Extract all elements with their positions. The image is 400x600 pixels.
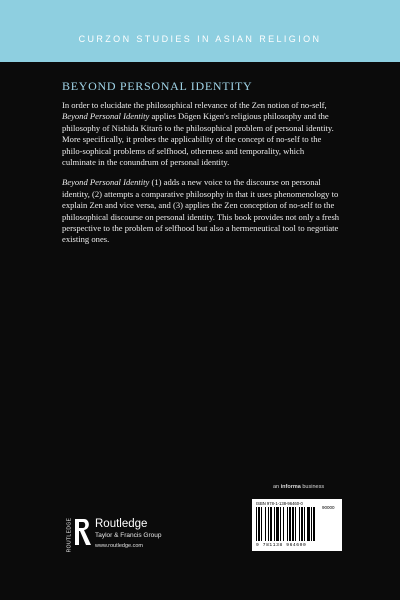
barcode-bar [280,507,281,541]
barcode-bar [307,507,310,541]
description-text: In order to elucidate the philosophical relevance of the Zen notion of no-self, [62,100,327,110]
book-title-italic: Beyond Personal Identity [62,177,150,188]
barcode-bar [311,507,312,541]
book-title-italic: Beyond Personal Identity [62,111,150,122]
barcode-bar [258,507,260,541]
description-text: (1) adds a new voice to the discourse on personal identity, (2) attempts a comparative philosophy in that it uses phenomenology to explain Zen and vice versa, and (3) applies the Zen conception of no-self to the philosophical discourse on personal identity. This book provides not only a fresh perspective to the problem of selfhood but also a hermeneutical tool to negotiate existing ones. [62,177,340,245]
informa-business-tagline [273,484,324,490]
series-band [0,0,400,62]
informa-suffix: business [300,484,325,490]
barcode-bar [299,507,300,541]
informa-prefix: an [273,484,281,490]
barcode-bar [292,507,294,541]
description-text: applies Dōgen Kigen's religious philosophy and the philosophy of Nishida Kitarō to the philosophical problem of personal identity. More specifically, it probes the applicability of the concept of no-self to the philo-sophical problems of selfhood, otherness and temporality, which culminate in the conundrum of personal identity. [62,111,334,168]
price-code: 90000 [322,505,335,510]
barcode-bar [301,507,303,541]
barcode-bar [265,507,266,541]
description-paragraph-1 [62,100,340,168]
barcode-bar [256,507,257,541]
barcode-bar [287,507,288,541]
book-description [62,100,340,255]
barcode-bar [283,507,284,541]
barcode-bar [313,507,315,541]
barcode-bar [276,507,279,541]
isbn-label: ISBN 978-1-138-96460-0 [256,501,303,506]
publisher-block [63,517,203,557]
barcode-bar [274,507,275,541]
barcode-bar [304,507,305,541]
series-label: CURZON STUDIES IN ASIAN RELIGION [78,34,322,44]
informa-brand: informa [280,484,301,490]
book-title: BEYOND PERSONAL IDENTITY [62,79,253,93]
barcode-bar [268,507,269,541]
vertical-label-text: ROUTLEDGE [66,517,73,553]
barcode-bar [270,507,272,541]
barcode [252,499,342,551]
publisher-group: Taylor & Francis Group [95,532,162,539]
barcode-bars [256,507,338,543]
barcode-number: 9 781138 964600 [256,543,307,548]
routledge-logo-icon [73,517,93,547]
barcode-bar [295,507,296,541]
publisher-vertical-label [63,517,73,553]
barcode-bar [261,507,262,541]
publisher-name: Routledge [95,518,148,530]
publisher-url: www.routledge.com [95,543,143,549]
description-paragraph-2 [62,177,340,245]
barcode-bar [289,507,291,541]
